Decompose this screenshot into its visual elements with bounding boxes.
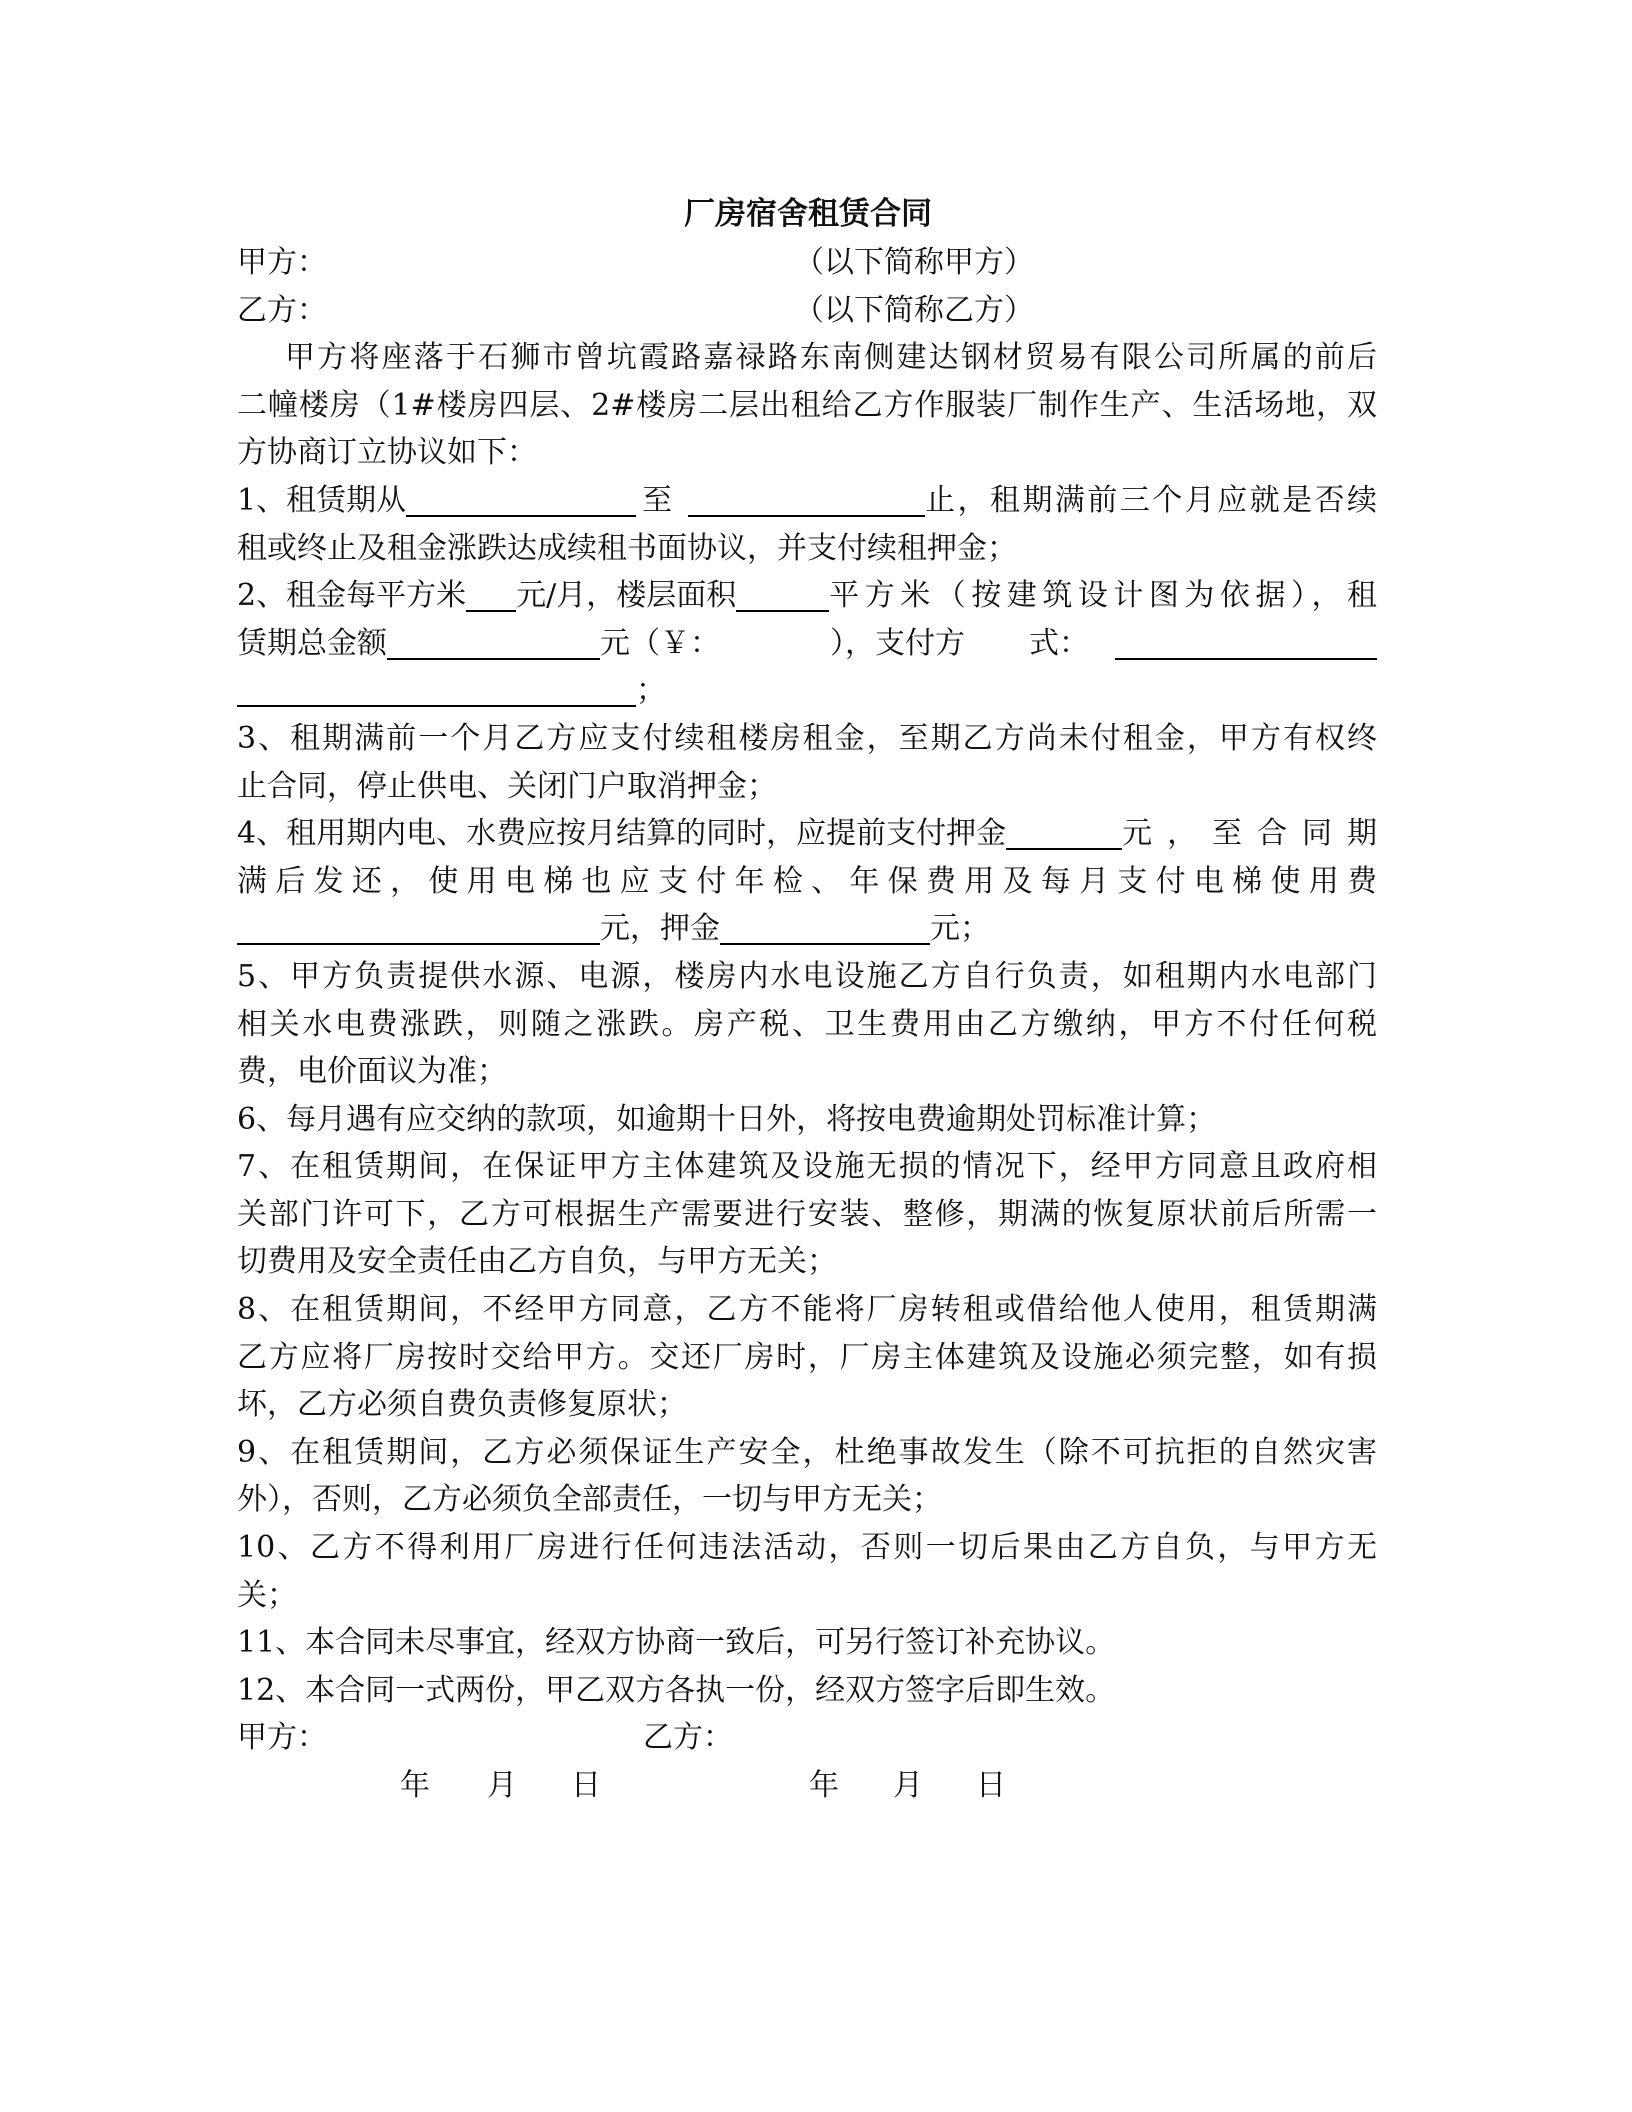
clause-9-line: 9、在租赁期间，乙方必须保证生产安全，杜绝事故发生（除不可抗拒的自然灾害 bbox=[237, 1434, 1377, 1470]
elevator-deposit-blank[interactable] bbox=[720, 913, 930, 945]
party-b-label: 乙方： bbox=[237, 292, 327, 328]
clause-1-line: 租或终止及租金涨跌达成续租书面协议，并支付续租押金； bbox=[237, 530, 1017, 566]
party-b-month: 月 bbox=[893, 1768, 923, 1803]
party-a-note: （以下简称甲方） bbox=[794, 245, 1034, 280]
clause-text: 4、租用期内电、水费应按月结算的同时，应提前支付押金 bbox=[237, 816, 1007, 852]
contract-body bbox=[237, 239, 1377, 1810]
clause-6-line: 6、每月遇有应交纳的款项，如逾期十日外，将按电费逾期处罚标准计算； bbox=[237, 1101, 1217, 1137]
clause-7-line: 切费用及安全责任由乙方自负，与甲方无关； bbox=[237, 1244, 837, 1280]
party-a-year: 年 bbox=[400, 1768, 430, 1803]
clause-text: ），支付方 bbox=[830, 625, 965, 661]
party-b-year: 年 bbox=[809, 1768, 839, 1803]
elevator-fee-blank[interactable] bbox=[237, 913, 600, 945]
clause-text: 元，至合同期 bbox=[1122, 816, 1377, 852]
clause-text: 至 bbox=[642, 482, 673, 518]
clause-4-line: 满后发还，使用电梯也应支付年检、年保费用及每月支付电梯使用费 bbox=[237, 863, 1377, 899]
clause-text: 式： bbox=[1029, 625, 1089, 661]
clause-10-line: 10、乙方不得利用厂房进行任何违法活动，否则一切后果由乙方自负，与甲方无 bbox=[237, 1530, 1377, 1566]
clause-1-line bbox=[237, 477, 1377, 525]
party-a-signature-label: 甲方： bbox=[237, 1720, 327, 1756]
intro-line: 方协商订立协议如下： bbox=[237, 435, 537, 471]
clause-3-line: 3、租期满前一个月乙方应支付续租楼房租金，至期乙方尚未付租金，甲方有权终 bbox=[237, 720, 1377, 756]
clause-7-line: 关部门许可下，乙方可根据生产需要进行安装、整修，期满的恢复原状前后所需一 bbox=[237, 1196, 1377, 1232]
clause-8-line: 乙方应将厂房按时交给甲方。交还厂房时，厂房主体建筑及设施必须完整，如有损 bbox=[237, 1339, 1377, 1375]
clause-text: 元，押金 bbox=[600, 911, 720, 947]
party-b-day: 日 bbox=[976, 1768, 1006, 1803]
clause-2-line bbox=[237, 572, 1377, 620]
intro-line: 二幢楼房（1#楼房四层、2#楼房二层出租给乙方作服装厂制作生产、生活场地，双 bbox=[237, 387, 1377, 423]
rent-per-sqm-blank[interactable] bbox=[466, 580, 516, 612]
clause-text: 平方米（按建筑设计图为依据），租 bbox=[829, 578, 1377, 614]
floor-area-blank[interactable] bbox=[736, 580, 829, 612]
clause-5-line: 5、甲方负责提供水源、电源，楼房内水电设施乙方自行负责，如租期内水电部门 bbox=[237, 958, 1377, 994]
payment-method-blank[interactable] bbox=[1115, 628, 1377, 660]
party-b-note: （以下简称乙方） bbox=[794, 292, 1034, 328]
clause-text: 赁期总金额 bbox=[237, 625, 387, 661]
clause-2-line bbox=[237, 667, 1377, 715]
clause-10-line: 关； bbox=[237, 1577, 297, 1613]
total-amount-blank[interactable] bbox=[387, 628, 600, 660]
clause-5-line: 费，电价面议为准； bbox=[237, 1054, 507, 1090]
utility-deposit-blank[interactable] bbox=[1006, 818, 1122, 850]
clause-8-line: 8、在租赁期间，不经甲方同意，乙方不能将厂房转租或借给他人使用，租赁期满 bbox=[237, 1292, 1377, 1328]
payment-method-blank-cont[interactable] bbox=[237, 675, 636, 707]
party-b-signature-label: 乙方： bbox=[643, 1720, 733, 1756]
date-line bbox=[237, 1762, 1377, 1810]
clause-7-line: 7、在租赁期间，在保证甲方主体建筑及设施无损的情况下，经甲方同意且政府相 bbox=[237, 1149, 1377, 1185]
clause-text: 2、租金每平方米 bbox=[237, 578, 467, 614]
party-a-day: 日 bbox=[571, 1768, 601, 1803]
clause-text: 元； bbox=[930, 911, 990, 947]
party-a-line bbox=[237, 239, 1377, 287]
party-a-month: 月 bbox=[487, 1768, 517, 1803]
clause-text: ； bbox=[636, 673, 666, 709]
clause-2-line bbox=[237, 620, 1377, 668]
clause-5-line: 相关水电费涨跌，则随之涨跌。房产税、卫生费用由乙方缴纳，甲方不付任何税 bbox=[237, 1006, 1377, 1042]
clause-text: 1、租赁期从 bbox=[237, 482, 407, 518]
document-title: 厂房宿舍租赁合同 bbox=[684, 196, 932, 232]
clause-text: 元/月，楼层面积 bbox=[516, 578, 737, 614]
clause-11-line: 11、本合同未尽事宜，经双方协商一致后，可另行签订补充协议。 bbox=[237, 1625, 1116, 1661]
clause-text: 元（￥： bbox=[600, 625, 720, 661]
end-date-blank[interactable] bbox=[688, 485, 925, 517]
clause-3-line: 止合同，停止供电、关闭门户取消押金； bbox=[237, 768, 777, 804]
party-a-label: 甲方： bbox=[237, 245, 327, 280]
clause-4-line bbox=[237, 905, 1377, 953]
start-date-blank[interactable] bbox=[406, 485, 636, 517]
signature-line bbox=[237, 1714, 1377, 1762]
clause-9-line: 外），否则，乙方必须负全部责任，一切与甲方无关； bbox=[237, 1482, 942, 1518]
intro-line: 甲方将座落于石狮市曾坑霞路嘉禄路东南侧建达钢材贸易有限公司所属的前后 bbox=[285, 340, 1377, 376]
clause-text: 止，租期满前三个月应就是否续 bbox=[925, 482, 1377, 518]
clause-4-line bbox=[237, 810, 1377, 858]
clause-12-line: 12、本合同一式两份，甲乙双方各执一份，经双方签字后即生效。 bbox=[237, 1672, 1116, 1708]
clause-8-line: 坏，乙方必须自费负责修复原状； bbox=[237, 1387, 687, 1423]
party-b-line bbox=[237, 287, 1377, 335]
